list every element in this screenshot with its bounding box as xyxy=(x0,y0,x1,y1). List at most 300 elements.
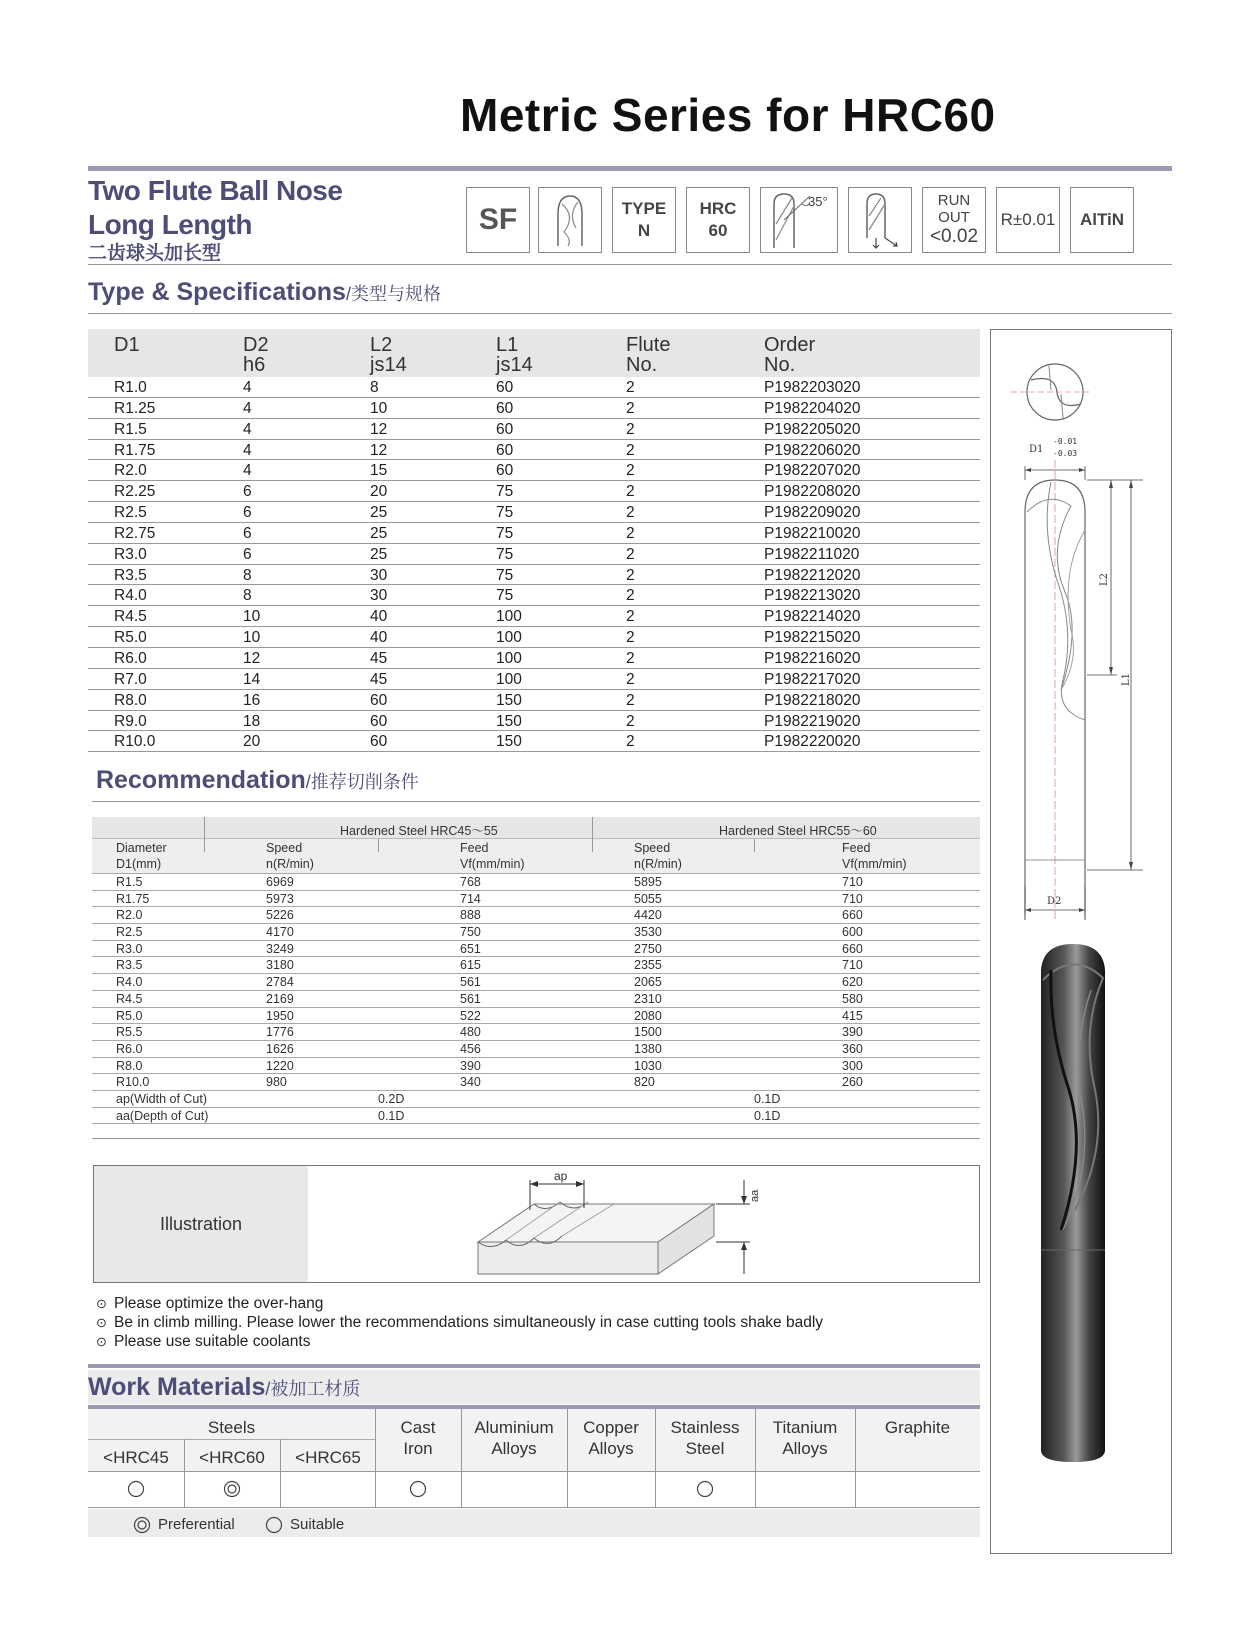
table-cell: 20 xyxy=(370,483,388,501)
wm-hrc60: <HRC60 xyxy=(199,1448,265,1467)
table-row xyxy=(88,502,980,523)
table-cell: 2169 xyxy=(266,991,294,1006)
rec-aa-val1: 0.1D xyxy=(378,1108,405,1123)
tool-drawing xyxy=(991,330,1171,1552)
table-cell: R1.75 xyxy=(116,891,150,906)
table-row xyxy=(88,627,980,648)
table-cell: 2 xyxy=(626,712,635,730)
table-cell: 6 xyxy=(243,524,252,542)
table-cell: P1982206020 xyxy=(764,441,861,459)
table-row xyxy=(92,924,980,941)
d2-label: D2 xyxy=(1047,896,1062,907)
table-cell: 6 xyxy=(243,483,252,501)
table-cell: 8 xyxy=(243,587,252,605)
table-cell: 2065 xyxy=(634,975,662,990)
type-badge xyxy=(612,187,676,253)
coating-badge xyxy=(1070,187,1134,253)
table-cell: R1.0 xyxy=(114,379,147,396)
rec-h-diameter: Diameter xyxy=(116,841,167,855)
rec-vline-1 xyxy=(204,817,205,839)
table-cell: 100 xyxy=(496,649,522,667)
aa-label: aa xyxy=(749,1189,761,1202)
rec-vline-6 xyxy=(754,839,755,852)
specs-heading-cn: /类型与规格 xyxy=(345,284,441,304)
product-name-cn: 二齿球头加长型 xyxy=(88,243,222,264)
helix-angle-icon xyxy=(760,187,838,253)
usage-notes xyxy=(96,1294,823,1351)
table-row xyxy=(88,544,980,565)
table-cell: 714 xyxy=(460,891,481,906)
table-cell: 651 xyxy=(460,941,481,956)
table-cell: P1982208020 xyxy=(764,483,861,501)
preferential-icon xyxy=(132,1515,152,1535)
rec-h-speed1: Speed xyxy=(266,841,303,855)
table-cell: 2 xyxy=(626,399,635,417)
table-cell: 25 xyxy=(370,545,388,563)
table-cell: 2080 xyxy=(634,1008,662,1023)
header-d2: D2 h6 xyxy=(243,334,269,376)
table-cell: 75 xyxy=(496,587,514,605)
rec-aa-row xyxy=(92,1108,980,1125)
work-materials-table xyxy=(88,1409,980,1537)
table-row xyxy=(88,606,980,627)
recommendation-heading-cn: /推荐切削条件 xyxy=(305,772,419,792)
table-row xyxy=(92,1074,980,1091)
rec-ap-row xyxy=(92,1091,980,1108)
table-cell: P1982209020 xyxy=(764,504,861,522)
table-cell: P1982210020 xyxy=(764,524,861,542)
table-cell: 4 xyxy=(243,441,252,459)
table-row xyxy=(88,419,980,440)
table-cell: R8.0 xyxy=(116,1058,143,1073)
table-cell: R4.0 xyxy=(116,975,143,990)
product-name-line1: Two Flute Ball Nose xyxy=(88,175,343,206)
hrc-label: HRC xyxy=(699,199,737,218)
rec-h-speed-unit2: n(R/min) xyxy=(634,857,682,871)
table-cell: 75 xyxy=(496,545,514,563)
table-cell: 75 xyxy=(496,504,514,522)
table-cell: 2 xyxy=(626,608,635,626)
table-cell: R1.25 xyxy=(114,399,156,417)
table-cell: R4.5 xyxy=(114,608,147,626)
table-cell: P1982211020 xyxy=(764,545,860,563)
note-bullet-icon: ⊙ xyxy=(96,1296,107,1311)
work-materials-heading-cn: /被加工材质 xyxy=(265,1379,361,1399)
table-cell: R1.5 xyxy=(116,875,143,889)
table-cell: 1776 xyxy=(266,1025,294,1040)
table-cell: 260 xyxy=(842,1075,863,1090)
rec-table-body xyxy=(92,874,980,1091)
table-cell: 8 xyxy=(243,566,252,584)
table-cell: P1982212020 xyxy=(764,566,861,584)
rec-h-feed2: Feed xyxy=(842,841,871,855)
rec-group2: Hardened Steel HRC55～60 xyxy=(719,824,877,838)
rec-ap-label: ap(Width of Cut) xyxy=(116,1091,208,1106)
specs-divider xyxy=(88,313,1172,314)
table-row xyxy=(92,907,980,924)
rec-ap-val1: 0.2D xyxy=(378,1091,405,1106)
rec-vline-2 xyxy=(592,817,593,839)
table-cell: 2784 xyxy=(266,975,294,990)
table-cell: R6.0 xyxy=(116,1041,143,1056)
table-cell: 660 xyxy=(842,908,863,923)
table-row xyxy=(92,941,980,958)
recommendation-table xyxy=(92,817,980,1124)
table-row xyxy=(88,585,980,606)
table-cell: 768 xyxy=(460,875,481,889)
coating-value: AlTiN xyxy=(1079,210,1125,229)
table-cell: 456 xyxy=(460,1041,481,1056)
header-d1: D1 xyxy=(114,334,140,356)
table-cell: 2 xyxy=(626,587,635,605)
d1-tol-upper: -0.01 xyxy=(1053,437,1078,446)
table-cell: 60 xyxy=(496,420,514,438)
note-3: ⊙ Please use suitable coolants xyxy=(96,1333,311,1350)
radius-tolerance-badge xyxy=(996,187,1060,253)
wm-titanium: Titanium Alloys xyxy=(772,1418,838,1458)
wm-stainless: Stainless Steel xyxy=(670,1418,740,1458)
spec-table-body xyxy=(88,377,980,752)
table-cell: 100 xyxy=(496,670,522,688)
table-cell: 6 xyxy=(243,504,252,522)
stainless-suitable-mark xyxy=(698,1482,713,1497)
table-row xyxy=(92,874,980,891)
table-cell: 20 xyxy=(243,733,261,751)
table-cell: 600 xyxy=(842,925,863,940)
hrc60-preferential-mark xyxy=(225,1482,240,1497)
table-row xyxy=(88,377,980,398)
table-cell: 360 xyxy=(842,1041,863,1056)
table-cell: 45 xyxy=(370,649,388,667)
table-cell: P1982214020 xyxy=(764,608,861,626)
wm-cast-iron: Cast Iron xyxy=(400,1418,436,1458)
table-cell: 522 xyxy=(460,1008,481,1023)
table-cell: P1982204020 xyxy=(764,399,861,417)
wm-graphite: Graphite xyxy=(884,1418,951,1437)
table-cell: 1380 xyxy=(634,1041,662,1056)
table-row xyxy=(92,1024,980,1041)
table-cell: 710 xyxy=(842,891,863,906)
table-cell: 5226 xyxy=(266,908,294,923)
recommendation-heading-en: Recommendation xyxy=(96,766,306,794)
table-cell: 820 xyxy=(634,1075,655,1090)
sf-badge xyxy=(466,187,530,253)
table-cell: P1982220020 xyxy=(764,733,861,751)
table-row xyxy=(88,481,980,502)
table-row xyxy=(88,398,980,419)
table-cell: 45 xyxy=(370,670,388,688)
table-cell: 60 xyxy=(496,379,514,396)
work-materials-heading-en: Work Materials xyxy=(88,1373,266,1401)
table-cell: P1982203020 xyxy=(764,379,861,396)
table-cell: 25 xyxy=(370,504,388,522)
table-cell: 750 xyxy=(460,925,481,940)
rec-vline-3 xyxy=(204,839,205,852)
table-row xyxy=(92,974,980,991)
table-row xyxy=(88,731,980,752)
table-cell: P1982215020 xyxy=(764,629,861,647)
table-cell: 5055 xyxy=(634,891,662,906)
table-cell: R2.5 xyxy=(114,504,147,522)
table-cell: P1982205020 xyxy=(764,420,861,438)
header-order: Order No. xyxy=(764,334,816,376)
table-cell: 4 xyxy=(243,462,252,480)
table-cell: R10.0 xyxy=(114,733,156,751)
table-cell: 2 xyxy=(626,504,635,522)
recommendation-heading xyxy=(96,766,419,795)
rec-vline-4 xyxy=(378,839,379,852)
cast-iron-suitable-mark xyxy=(411,1482,426,1497)
table-cell: 415 xyxy=(842,1008,863,1023)
table-cell: 75 xyxy=(496,524,514,542)
recommendation-divider xyxy=(92,801,980,802)
wm-hrc65: <HRC65 xyxy=(295,1448,361,1467)
header-l1: L1 js14 xyxy=(496,334,533,376)
specs-heading-en: Type & Specifications xyxy=(88,278,346,306)
table-cell: R1.5 xyxy=(114,420,147,438)
table-cell: 15 xyxy=(370,462,388,480)
table-cell: 1626 xyxy=(266,1041,294,1056)
table-cell: 100 xyxy=(496,629,522,647)
table-cell: R5.5 xyxy=(116,1025,143,1040)
work-materials-heading xyxy=(88,1373,360,1402)
table-cell: 390 xyxy=(460,1058,481,1073)
note-1: ⊙ Please optimize the over-hang xyxy=(96,1295,324,1312)
table-cell: 5895 xyxy=(634,875,662,889)
legend-suitable: Suitable xyxy=(290,1516,345,1533)
table-row xyxy=(92,1008,980,1025)
table-cell: 16 xyxy=(243,691,261,709)
table-cell: P1982213020 xyxy=(764,587,861,605)
table-row xyxy=(92,891,980,908)
table-cell: 60 xyxy=(370,733,388,751)
table-cell: 1220 xyxy=(266,1058,294,1073)
header-l2: L2 js14 xyxy=(370,334,407,376)
end-mill-photo xyxy=(1041,944,1105,1462)
table-cell: 2 xyxy=(626,524,635,542)
table-cell: R2.25 xyxy=(114,483,156,501)
type-value: N xyxy=(637,221,651,240)
table-cell: 1030 xyxy=(634,1058,662,1073)
illustration-panel xyxy=(93,1165,980,1283)
table-cell: 75 xyxy=(496,566,514,584)
table-cell: 4170 xyxy=(266,925,294,940)
table-row xyxy=(88,440,980,461)
table-cell: 2 xyxy=(626,649,635,667)
note-2: ⊙ Be in climb milling. Please lower the recommendations simultaneously in case cutting tools shake badly xyxy=(96,1314,824,1331)
l2-label: L2 xyxy=(1099,572,1110,586)
rec-aa-val2: 0.1D xyxy=(754,1108,781,1123)
table-cell: 18 xyxy=(243,712,261,730)
header-flute: Flute No. xyxy=(626,334,671,376)
spec-table-header xyxy=(88,329,980,377)
illustration-label: Illustration xyxy=(94,1166,308,1282)
table-cell: 2 xyxy=(626,483,635,501)
product-name xyxy=(88,174,418,266)
runout-badge xyxy=(922,187,986,253)
note-bullet-icon: ⊙ xyxy=(96,1334,107,1349)
table-cell: 2 xyxy=(626,691,635,709)
table-cell: 620 xyxy=(842,975,863,990)
d1-tol-lower: -0.03 xyxy=(1053,449,1078,458)
table-row xyxy=(92,991,980,1008)
table-cell: 3249 xyxy=(266,941,294,956)
wm-aluminium: Aluminium Alloys xyxy=(474,1418,554,1458)
table-row xyxy=(88,669,980,690)
table-cell: 4420 xyxy=(634,908,662,923)
table-cell: 12 xyxy=(370,441,388,459)
table-cell: 6 xyxy=(243,545,252,563)
table-cell: R2.0 xyxy=(114,462,147,480)
table-cell: 980 xyxy=(266,1075,287,1090)
table-cell: 25 xyxy=(370,524,388,542)
table-cell: 660 xyxy=(842,941,863,956)
table-cell: 30 xyxy=(370,587,388,605)
rec-h-d1mm: D1(mm) xyxy=(116,857,162,871)
rec-ap-val2: 0.1D xyxy=(754,1091,781,1106)
rec-group-header xyxy=(92,817,980,839)
specs-heading xyxy=(88,278,441,307)
table-cell: R5.0 xyxy=(116,1008,143,1023)
table-cell: 4 xyxy=(243,420,252,438)
suitable-icon xyxy=(264,1515,284,1535)
table-cell: 300 xyxy=(842,1058,863,1073)
rec-h-feed-unit1: Vf(mm/min) xyxy=(460,857,525,871)
table-cell: 1500 xyxy=(634,1025,662,1040)
table-cell: 5973 xyxy=(266,891,294,906)
table-cell: 561 xyxy=(460,975,481,990)
table-cell: R7.0 xyxy=(114,670,147,688)
table-cell: R2.5 xyxy=(116,925,143,940)
table-cell: 60 xyxy=(496,399,514,417)
table-cell: 2355 xyxy=(634,958,662,973)
table-cell: 6969 xyxy=(266,875,294,889)
table-cell: 40 xyxy=(370,629,388,647)
table-row xyxy=(88,460,980,481)
table-cell: 480 xyxy=(460,1025,481,1040)
table-cell: 2 xyxy=(626,545,635,563)
table-cell: 60 xyxy=(496,441,514,459)
table-cell: 2310 xyxy=(634,991,662,1006)
cutting-illustration xyxy=(474,1170,774,1280)
table-cell: 2 xyxy=(626,420,635,438)
table-cell: 12 xyxy=(370,420,388,438)
table-cell: 150 xyxy=(496,691,522,709)
table-cell: 60 xyxy=(370,691,388,709)
table-cell: 2 xyxy=(626,441,635,459)
table-cell: R4.5 xyxy=(116,991,143,1006)
table-cell: R3.5 xyxy=(116,958,143,973)
table-cell: P1982216020 xyxy=(764,649,861,667)
table-cell: R6.0 xyxy=(114,649,147,667)
table-cell: P1982218020 xyxy=(764,691,861,709)
table-cell: 2 xyxy=(626,566,635,584)
table-row xyxy=(92,1041,980,1058)
rec-vline-5 xyxy=(592,839,593,852)
tool-drawing-panel xyxy=(990,329,1172,1554)
table-cell: R3.5 xyxy=(114,566,147,584)
table-cell: 580 xyxy=(842,991,863,1006)
rec-h-feed1: Feed xyxy=(460,841,489,855)
table-cell: 60 xyxy=(370,712,388,730)
table-cell: 75 xyxy=(496,483,514,501)
table-cell: 40 xyxy=(370,608,388,626)
legend-preferential: Preferential xyxy=(158,1516,235,1533)
table-row xyxy=(88,711,980,732)
table-cell: 390 xyxy=(842,1025,863,1040)
table-cell: P1982217020 xyxy=(764,670,861,688)
cutting-direction-icon xyxy=(848,187,912,253)
table-row xyxy=(88,648,980,669)
rec-h-feed-unit2: Vf(mm/min) xyxy=(842,857,907,871)
table-cell: 10 xyxy=(370,399,388,417)
table-cell: R10.0 xyxy=(116,1075,150,1090)
table-cell: 14 xyxy=(243,670,261,688)
table-cell: 561 xyxy=(460,991,481,1006)
table-cell: 710 xyxy=(842,958,863,973)
ap-label: ap xyxy=(554,1170,568,1183)
hrc45-suitable-mark xyxy=(129,1482,144,1497)
work-materials-top-rule xyxy=(88,1364,980,1368)
table-cell: R8.0 xyxy=(114,691,147,709)
table-cell: 60 xyxy=(496,462,514,480)
ball-nose-icon xyxy=(538,187,602,253)
top-divider xyxy=(88,166,1172,171)
wm-copper: Copper Alloys xyxy=(583,1418,639,1458)
note-bullet-icon: ⊙ xyxy=(96,1315,107,1330)
table-row xyxy=(88,690,980,711)
sf-label: SF xyxy=(478,203,518,236)
table-cell: P1982219020 xyxy=(764,712,861,730)
table-cell: 100 xyxy=(496,608,522,626)
table-cell: 1950 xyxy=(266,1008,294,1023)
rec-bottom-divider xyxy=(92,1138,980,1139)
runout-label-1: RUN xyxy=(937,192,971,209)
table-row xyxy=(92,957,980,974)
table-cell: 3530 xyxy=(634,925,662,940)
table-cell: 340 xyxy=(460,1075,481,1090)
table-cell: 710 xyxy=(842,875,863,889)
table-cell: R3.0 xyxy=(116,941,143,956)
radius-tolerance-value: R±0.01 xyxy=(1000,210,1056,229)
hrc-value: 60 xyxy=(708,221,728,240)
hrc-badge xyxy=(686,187,750,253)
runout-label-2: OUT xyxy=(938,209,970,226)
page-title: Metric Series for HRC60 xyxy=(460,89,996,141)
table-cell: 10 xyxy=(243,629,261,647)
rec-h-speed2: Speed xyxy=(634,841,671,855)
table-cell: R3.0 xyxy=(114,545,147,563)
wm-steels: Steels xyxy=(207,1418,256,1437)
table-cell: 888 xyxy=(460,908,481,923)
runout-value: <0.02 xyxy=(929,226,979,247)
table-cell: 4 xyxy=(243,379,252,396)
table-cell: 615 xyxy=(460,958,481,973)
rec-group1: Hardened Steel HRC45～55 xyxy=(340,824,498,838)
table-row xyxy=(92,1058,980,1075)
rec-sub-header xyxy=(92,839,980,874)
table-cell: 2 xyxy=(626,733,635,751)
table-cell: 2750 xyxy=(634,941,662,956)
l1-label: L1 xyxy=(1121,672,1132,686)
table-cell: 12 xyxy=(243,649,261,667)
table-cell: 150 xyxy=(496,712,522,730)
table-cell: 4 xyxy=(243,399,252,417)
spec-table xyxy=(88,329,980,752)
table-cell: 150 xyxy=(496,733,522,751)
table-cell: 2 xyxy=(626,670,635,688)
table-cell: 2 xyxy=(626,379,635,396)
